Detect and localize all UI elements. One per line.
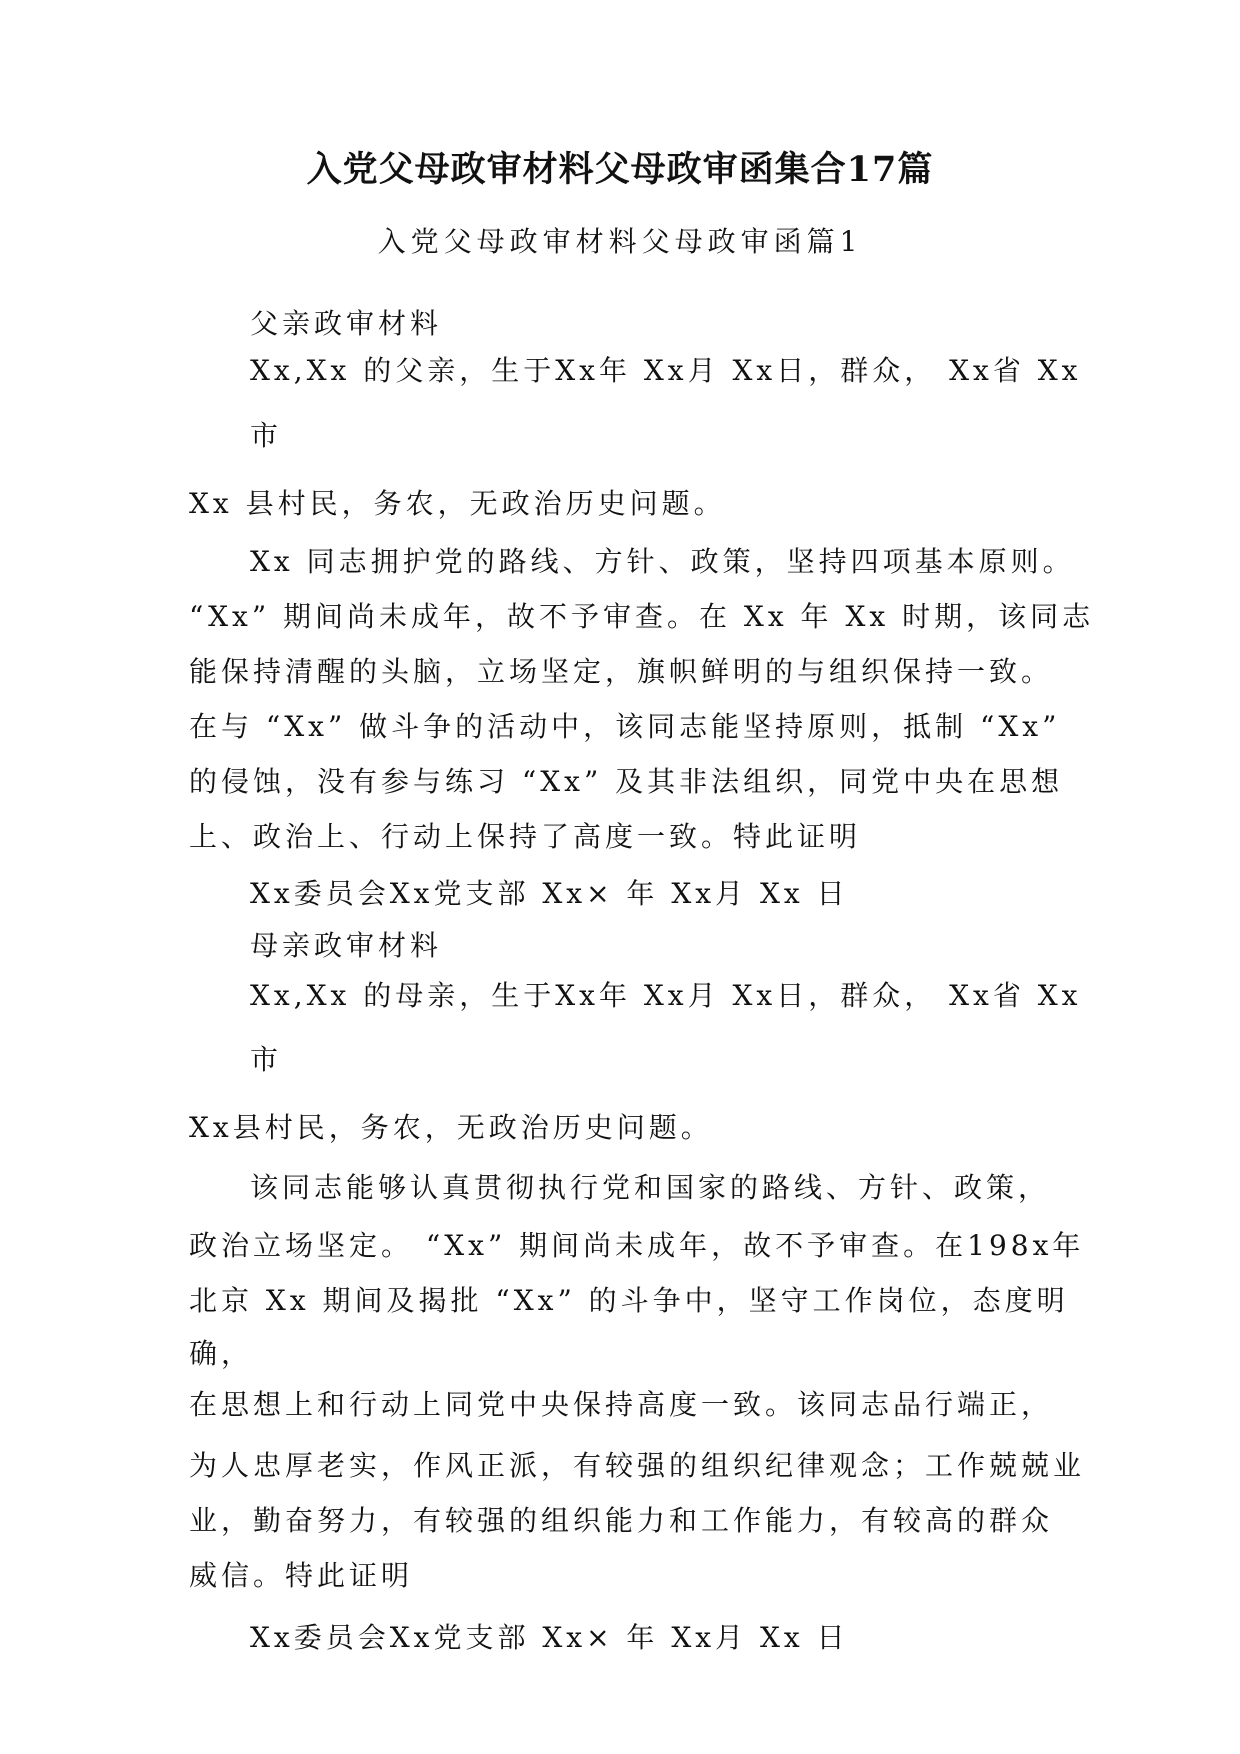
mother-signature: Xx委员会Xx党支部 Xx× 年 Xx月 Xx 日 (250, 1621, 849, 1654)
mother-body-line-4: 确， (189, 1337, 254, 1370)
father-body-line-3: 能保持清醒的头脑，立场坚定，旗帜鲜明的与组织保持一致。 (189, 655, 1054, 688)
father-signature: Xx委员会Xx党支部 Xx× 年 Xx月 Xx 日 (250, 877, 849, 910)
mother-heading: 母亲政审材料 (250, 929, 443, 962)
document-subtitle: 入党父母政审材料父母政审函篇1 (377, 225, 863, 258)
mother-body-line-2: 政治立场坚定。 “Xx” 期间尚未成年，故不予审查。在198x年 (189, 1229, 1085, 1262)
father-body-line-5: 的侵蚀，没有参与练习 “Xx” 及其非法组织，同党中央在思想 (189, 765, 1064, 798)
father-intro-line-1: Xx,Xx 的父亲，生于Xx年 Xx月 Xx日，群众， Xx省 Xx (250, 354, 1082, 387)
father-heading: 父亲政审材料 (250, 307, 443, 340)
document-title: 入党父母政审材料父母政审函集合17篇 (306, 149, 934, 190)
mother-body-line-1: 该同志能够认真贯彻执行党和国家的路线、方针、政策， (250, 1171, 1051, 1204)
mother-body-line-5: 在思想上和行动上同党中央保持高度一致。该同志品行端正， (189, 1388, 1054, 1421)
mother-body-line-3: 北京 Xx 期间及揭批 “Xx” 的斗争中，坚守工作岗位，态度明 (189, 1284, 1069, 1317)
mother-intro-line-1: Xx,Xx 的母亲，生于Xx年 Xx月 Xx日，群众， Xx省 Xx (250, 979, 1082, 1012)
father-body-line-1: Xx 同志拥护党的路线、方针、政策，坚持四项基本原则。 (250, 545, 1075, 578)
mother-body-line-8: 威信。特此证明 (189, 1559, 414, 1592)
father-intro-line-2: 市 (250, 419, 283, 452)
mother-intro-line-3: Xx县村民，务农，无政治历史问题。 (189, 1111, 713, 1144)
mother-body-line-6: 为人忠厚老实，作风正派，有较强的组织纪律观念；工作兢兢业 (189, 1449, 1086, 1482)
mother-intro-line-2: 市 (250, 1043, 283, 1076)
father-intro-line-3: Xx 县村民，务农，无政治历史问题。 (189, 487, 726, 520)
father-body-line-2: “Xx” 期间尚未成年，故不予审查。在 Xx 年 Xx 时期，该同志 (189, 600, 1095, 633)
mother-body-line-7: 业，勤奋努力，有较强的组织能力和工作能力，有较高的群众 (189, 1504, 1054, 1537)
father-body-line-4: 在与 “Xx” 做斗争的活动中，该同志能坚持原则，抵制 “Xx” (189, 710, 1061, 743)
father-body-line-6: 上、政治上、行动上保持了高度一致。特此证明 (189, 820, 862, 853)
